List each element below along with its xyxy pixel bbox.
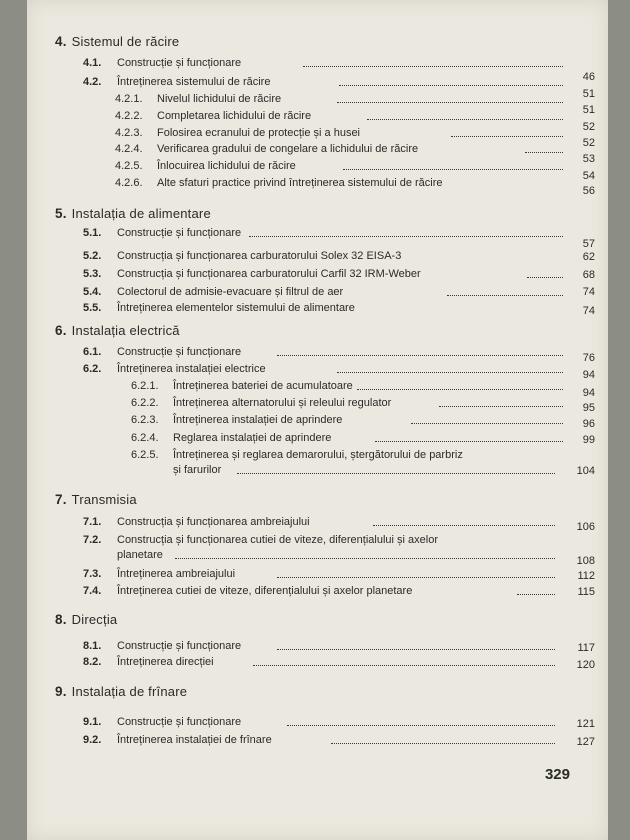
entry-number: 7.1. xyxy=(83,516,102,528)
entry-page: 51 xyxy=(582,104,595,116)
entry-page: 56 xyxy=(582,185,595,197)
toc-entry xyxy=(27,268,597,286)
section-number: 9. xyxy=(55,684,67,699)
entry-number: 4.2.5. xyxy=(115,160,143,172)
entry-title: Întreținerea cutiei de viteze, diferențialului și axelor planetare xyxy=(117,585,413,597)
section-number: 8. xyxy=(55,612,67,627)
entry-title: Întreținerea elementelor sistemului de alimentare xyxy=(117,302,355,314)
entry-page: 53 xyxy=(582,153,595,165)
entry-page: 74 xyxy=(582,286,595,298)
entry-title-cont: planetare xyxy=(117,549,163,561)
entry-page: 57 xyxy=(582,238,595,250)
dot-leader xyxy=(411,423,563,424)
entry-page: 99 xyxy=(582,434,595,446)
entry-number: 6.2. xyxy=(83,363,102,375)
entry-title-cont: și farurilor xyxy=(173,464,222,476)
dot-leader xyxy=(337,102,563,103)
entry-number: 4.1. xyxy=(83,57,102,69)
entry-title: Construcție și funcționare xyxy=(117,227,242,239)
entry-number: 5.2. xyxy=(83,250,102,262)
entry-page: 115 xyxy=(577,586,595,598)
entry-number: 6.2.1. xyxy=(131,380,159,392)
entry-page: 96 xyxy=(582,418,595,430)
section-heading xyxy=(55,612,117,627)
entry-number: 5.4. xyxy=(83,286,102,298)
section-title: Instalația de alimentare xyxy=(71,206,211,221)
section-heading xyxy=(55,34,179,49)
toc-subentry xyxy=(27,414,597,432)
section-title: Transmisia xyxy=(71,492,137,507)
entry-number: 4.2.3. xyxy=(115,127,143,139)
dot-leader xyxy=(439,406,563,407)
entry-page: 120 xyxy=(576,659,595,671)
entry-page: 68 xyxy=(582,269,595,281)
book-page xyxy=(27,0,608,840)
toc-subentry xyxy=(27,432,597,450)
entry-number: 9.2. xyxy=(83,734,102,746)
entry-title: Construcție și funcționare xyxy=(117,716,242,728)
toc-subentry xyxy=(27,160,597,178)
entry-number: 4.2.1. xyxy=(115,93,143,105)
dot-leader xyxy=(331,743,555,744)
entry-number: 7.2. xyxy=(83,534,102,546)
entry-title: Folosirea ecranului de protecție și a husei xyxy=(157,127,361,139)
entry-title: Verificarea gradului de congelare a lichidului de răcire xyxy=(157,143,419,155)
dot-leader xyxy=(367,119,563,120)
toc-entry xyxy=(27,250,597,268)
entry-page: 52 xyxy=(582,121,595,133)
entry-title: Alte sfaturi practice privind întreținerea sistemului de răcire xyxy=(157,177,443,189)
entry-number: 6.1. xyxy=(83,346,102,358)
entry-number: 4.2.4. xyxy=(115,143,143,155)
toc-entry xyxy=(27,57,597,75)
toc-subentry xyxy=(27,110,597,128)
toc-entry xyxy=(27,227,597,245)
entry-page: 106 xyxy=(576,521,595,533)
dot-leader xyxy=(373,525,555,526)
entry-title: Construcție și funcționare xyxy=(117,640,242,652)
section-heading xyxy=(55,684,187,699)
section-title: Instalația de frînare xyxy=(71,684,188,699)
entry-number: 4.2.6. xyxy=(115,177,143,189)
dot-leader xyxy=(339,85,563,86)
section-title: Direcția xyxy=(71,612,118,627)
entry-number: 6.2.4. xyxy=(131,432,159,444)
entry-title: Colectorul de admisie-evacuare și filtrul de aer xyxy=(117,286,344,298)
entry-title: Întreținerea direcției xyxy=(117,656,214,668)
entry-title: Întreținerea instalației electrice xyxy=(117,363,266,375)
entry-title: Întreținerea și reglarea demarorului, ștergătorului de parbriz xyxy=(173,449,463,461)
section-number: 6. xyxy=(55,323,67,338)
entry-title: Construcție și funcționare xyxy=(117,57,242,69)
entry-number: 9.1. xyxy=(83,716,102,728)
toc-entry xyxy=(27,734,597,752)
entry-title: Înlocuirea lichidului de răcire xyxy=(157,160,296,172)
toc-subentry xyxy=(27,380,597,398)
toc-entry xyxy=(27,346,597,364)
section-title: Instalația electrică xyxy=(71,323,180,338)
entry-page: 52 xyxy=(582,137,595,149)
entry-number: 7.4. xyxy=(83,585,102,597)
toc-entry-cont xyxy=(27,549,597,567)
entry-number: 4.2.2. xyxy=(115,110,143,122)
toc-subentry xyxy=(27,143,597,161)
toc-subentry-cont xyxy=(27,464,597,482)
section-heading xyxy=(55,206,211,221)
toc-entry xyxy=(27,76,597,94)
entry-number: 6.2.2. xyxy=(131,397,159,409)
section-heading xyxy=(55,323,180,338)
dot-leader xyxy=(277,577,555,578)
entry-title: Întreținerea alternatorului și releului regulator xyxy=(173,397,392,409)
dot-leader xyxy=(303,66,563,67)
entry-title: Întreținerea instalației de aprindere xyxy=(173,414,343,426)
entry-page: 54 xyxy=(582,170,595,182)
dot-leader xyxy=(357,389,563,390)
entry-page: 95 xyxy=(582,402,595,414)
dot-leader xyxy=(175,558,555,559)
toc-entry xyxy=(27,302,597,320)
entry-title: Întreținerea bateriei de acumulatoare xyxy=(173,380,353,392)
entry-title: Construcția și funcționarea ambreiajului xyxy=(117,516,310,528)
dot-leader xyxy=(237,473,555,474)
entry-page: 127 xyxy=(576,736,595,748)
entry-page: 94 xyxy=(582,369,595,381)
section-heading xyxy=(55,492,137,507)
entry-page: 74 xyxy=(582,305,595,317)
entry-title: Nivelul lichidului de răcire xyxy=(157,93,282,105)
entry-page: 51 xyxy=(582,88,595,100)
section-number: 5. xyxy=(55,206,67,221)
entry-title: Reglarea instalației de aprindere xyxy=(173,432,332,444)
dot-leader xyxy=(287,725,555,726)
toc-subentry xyxy=(27,177,597,195)
entry-title: Construcție și funcționare xyxy=(117,346,242,358)
entry-title: Întreținerea instalației de frînare xyxy=(117,734,272,746)
entry-page: 62 xyxy=(582,251,595,263)
toc-entry xyxy=(27,568,597,586)
entry-number: 4.2. xyxy=(83,76,102,88)
entry-page: 117 xyxy=(577,642,595,654)
dot-leader xyxy=(253,665,555,666)
entry-number: 5.3. xyxy=(83,268,102,280)
toc-entry xyxy=(27,656,597,674)
entry-number: 6.2.5. xyxy=(131,449,159,461)
toc-entry xyxy=(27,716,597,734)
toc-subentry xyxy=(27,93,597,111)
entry-title: Construcția și funcționarea cutiei de viteze, diferențialului și axelor xyxy=(117,534,438,546)
entry-page: 104 xyxy=(576,465,595,477)
dot-leader xyxy=(337,372,563,373)
toc-subentry xyxy=(27,397,597,415)
entry-number: 7.3. xyxy=(83,568,102,580)
page-number: 329 xyxy=(544,766,570,783)
section-number: 7. xyxy=(55,492,67,507)
entry-page: 121 xyxy=(576,718,595,730)
entry-title: Construcția și funcționarea carburatorului Carfil 32 IRM-Weber xyxy=(117,268,421,280)
dot-leader xyxy=(277,649,555,650)
entry-number: 8.2. xyxy=(83,656,102,668)
section-title: Sistemul de răcire xyxy=(71,34,180,49)
entry-number: 6.2.3. xyxy=(131,414,159,426)
entry-title: Construcția și funcționarea carburatorului Solex 32 EISA-3 xyxy=(117,250,402,262)
entry-title: Întreținerea ambreiajului xyxy=(117,568,236,580)
toc-entry xyxy=(27,516,597,534)
entry-page: 112 xyxy=(577,570,595,582)
entry-number: 5.5. xyxy=(83,302,102,314)
dot-leader xyxy=(375,441,563,442)
dot-leader xyxy=(277,355,563,356)
entry-page: 76 xyxy=(582,352,595,364)
entry-number: 8.1. xyxy=(83,640,102,652)
entry-title: Completarea lichidului de răcire xyxy=(157,110,312,122)
entry-page: 46 xyxy=(582,71,595,83)
entry-number: 5.1. xyxy=(83,227,102,239)
entry-page: 94 xyxy=(582,387,595,399)
dot-leader xyxy=(343,169,563,170)
dot-leader xyxy=(249,236,563,237)
toc-entry xyxy=(27,585,597,603)
section-number: 4. xyxy=(55,34,67,49)
dot-leader xyxy=(447,295,563,296)
toc-entry xyxy=(27,363,597,381)
entry-page: 108 xyxy=(576,555,595,567)
entry-title: Întreținerea sistemului de răcire xyxy=(117,76,271,88)
